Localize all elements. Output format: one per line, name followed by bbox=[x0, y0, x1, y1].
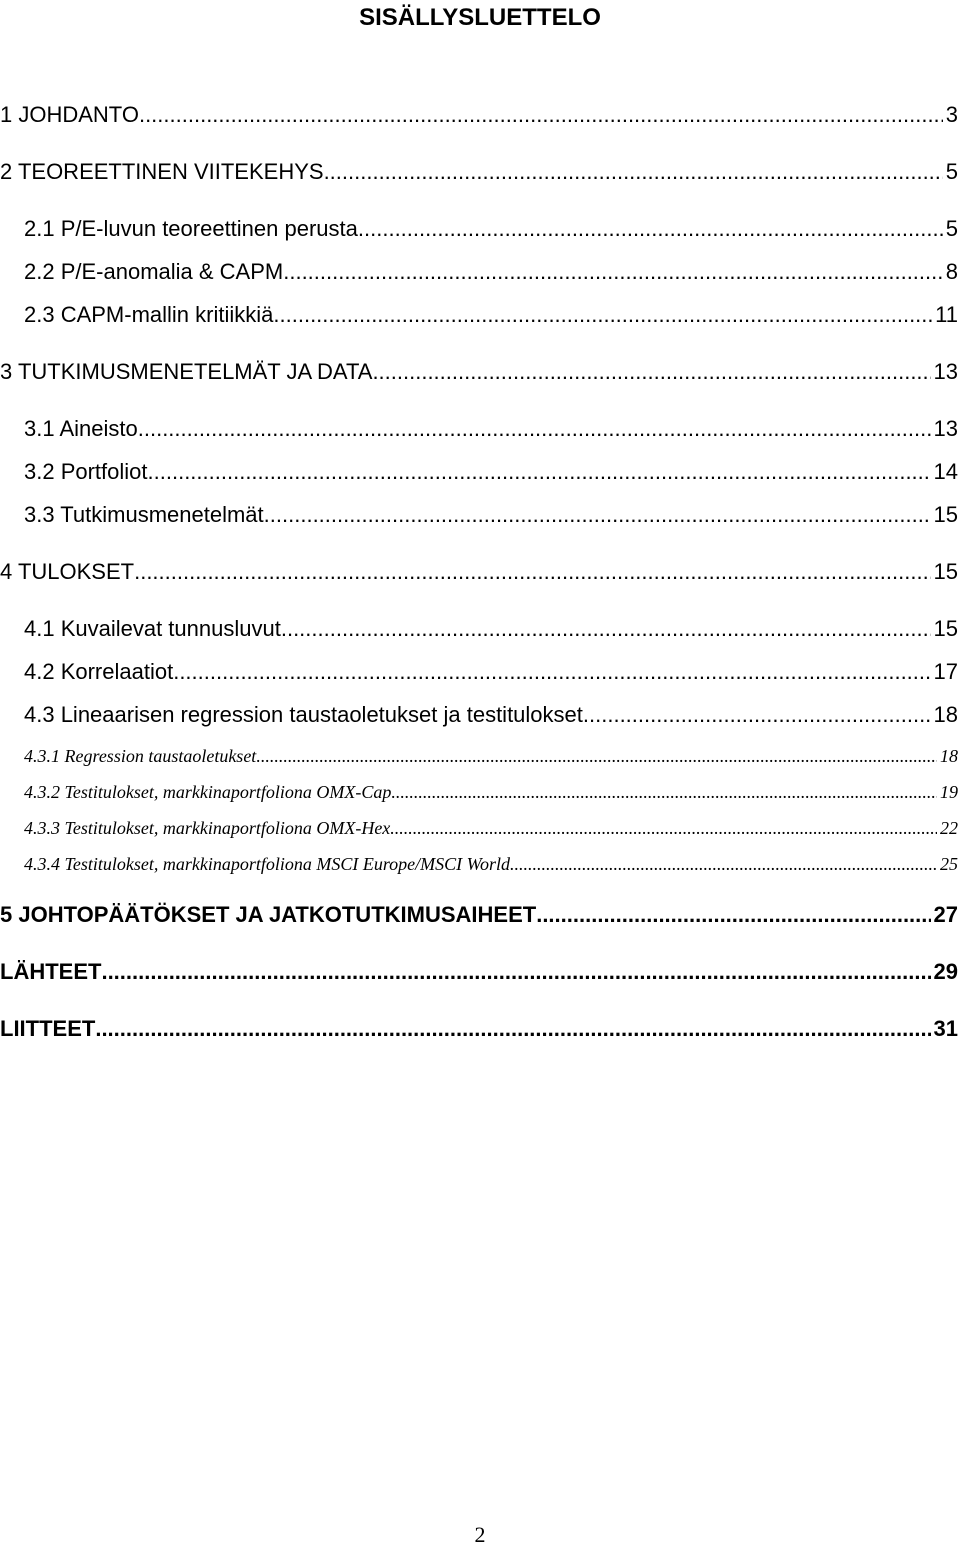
toc-entry-page: 14 bbox=[933, 459, 958, 484]
toc-leader-dots bbox=[256, 746, 937, 767]
toc-entry-johdanto[interactable] bbox=[0, 98, 958, 128]
toc-leader-dots bbox=[273, 302, 932, 328]
toc-entry-label: 4.3 Lineaarisen regression taustaoletukset ja testitulokset bbox=[24, 702, 583, 727]
toc-leader-dots bbox=[283, 259, 943, 285]
toc-entry-page: 13 bbox=[933, 416, 958, 441]
toc-entry-liitteet[interactable] bbox=[0, 1012, 958, 1042]
toc-entry-label: 3 TUTKIMUSMENETELMÄT JA DATA bbox=[0, 359, 373, 384]
page-title: SISÄLLYSLUETTELO bbox=[359, 4, 601, 31]
toc-entry-johtopaatokset[interactable] bbox=[0, 898, 958, 928]
toc-entry-page: 18 bbox=[933, 702, 958, 727]
toc-entry-label: 3.1 Aineisto bbox=[24, 416, 138, 441]
toc-entry-2-3[interactable] bbox=[24, 298, 958, 328]
toc-entry-page: 22 bbox=[940, 818, 958, 838]
toc-leader-dots bbox=[101, 959, 930, 985]
toc-entry-3-2[interactable] bbox=[24, 455, 958, 485]
toc-entry-page: 31 bbox=[933, 1016, 958, 1041]
toc-entry-4-3-1[interactable] bbox=[24, 741, 958, 767]
toc-entry-label: LIITTEET bbox=[0, 1016, 96, 1041]
toc-leader-dots bbox=[148, 459, 931, 485]
toc-leader-dots bbox=[95, 1016, 930, 1042]
toc-entry-3-1[interactable] bbox=[24, 412, 958, 442]
toc-entry-page: 27 bbox=[933, 902, 958, 927]
toc-leader-dots bbox=[510, 854, 937, 875]
toc-entry-page: 5 bbox=[945, 216, 958, 241]
toc-leader-dots bbox=[391, 782, 937, 803]
toc-entry-page: 17 bbox=[933, 659, 958, 684]
toc-entry-teoreettinen-viitekehys[interactable] bbox=[0, 155, 958, 185]
toc-entry-4-3-2[interactable] bbox=[24, 777, 958, 803]
toc-entry-2-1[interactable] bbox=[24, 212, 958, 242]
toc-leader-dots bbox=[139, 102, 943, 128]
toc-entry-page: 15 bbox=[933, 616, 958, 641]
toc-entry-page: 5 bbox=[945, 159, 958, 184]
toc-entry-label: 2.2 P/E-anomalia & CAPM bbox=[24, 259, 284, 284]
toc-entry-label: 2.1 P/E-luvun teoreettinen perusta bbox=[24, 216, 358, 241]
toc-entry-label: 5 JOHTOPÄÄTÖKSET JA JATKOTUTKIMUSAIHEET bbox=[0, 902, 537, 927]
toc-leader-dots bbox=[583, 702, 931, 728]
toc-entry-page: 18 bbox=[940, 746, 958, 766]
toc-entry-4-2[interactable] bbox=[24, 655, 958, 685]
toc-leader-dots bbox=[264, 502, 931, 528]
toc-leader-dots bbox=[390, 818, 937, 839]
toc-entry-4-3[interactable] bbox=[24, 698, 958, 728]
page-number: 2 bbox=[474, 1522, 486, 1547]
toc-leader-dots bbox=[281, 616, 931, 642]
toc-leader-dots bbox=[324, 159, 943, 185]
toc-entry-label: LÄHTEET bbox=[0, 959, 102, 984]
toc-entry-4-3-3[interactable] bbox=[24, 813, 958, 839]
toc-entry-label: 2 TEOREETTINEN VIITEKEHYS bbox=[0, 159, 324, 184]
toc-entry-label: 4.3.2 Testitulokset, markkinaportfoliona OMX-Cap bbox=[24, 782, 392, 802]
toc-entry-label: 2.3 CAPM-mallin kritiikkiä bbox=[24, 302, 274, 327]
toc-entry-lahteet[interactable] bbox=[0, 955, 958, 985]
toc-entry-page: 11 bbox=[935, 302, 958, 327]
toc-entry-label: 4.3.1 Regression taustaoletukset bbox=[24, 746, 257, 766]
toc-entry-3-3[interactable] bbox=[24, 498, 958, 528]
toc-entry-page: 15 bbox=[933, 502, 958, 527]
toc-entry-label: 3.3 Tutkimusmenetelmät bbox=[24, 502, 264, 527]
toc-entry-4-3-4[interactable] bbox=[24, 849, 958, 875]
toc-entry-tulokset[interactable] bbox=[0, 555, 958, 585]
toc-entry-label: 3.2 Portfoliot bbox=[24, 459, 148, 484]
toc-leader-dots bbox=[358, 216, 943, 242]
toc-entry-label: 4.1 Kuvailevat tunnusluvut bbox=[24, 616, 281, 641]
toc-leader-dots bbox=[372, 359, 930, 385]
toc-entry-label: 4.3.3 Testitulokset, markkinaportfoliona OMX-Hex bbox=[24, 818, 391, 838]
toc-leader-dots bbox=[134, 559, 930, 585]
toc-entry-page: 3 bbox=[945, 102, 958, 127]
toc-entry-label: 1 JOHDANTO bbox=[0, 102, 139, 127]
toc-entry-2-2[interactable] bbox=[24, 255, 958, 285]
toc-entry-4-1[interactable] bbox=[24, 612, 958, 642]
toc-entry-tutkimusmenetelmat-ja-data[interactable] bbox=[0, 355, 958, 385]
toc-entry-page: 15 bbox=[933, 559, 958, 584]
toc-entry-label: 4.3.4 Testitulokset, markkinaportfoliona MSCI Europe/MSCI World bbox=[24, 854, 510, 874]
toc-entry-page: 13 bbox=[933, 359, 958, 384]
toc-leader-dots bbox=[138, 416, 931, 442]
toc-entry-page: 19 bbox=[940, 782, 958, 802]
toc-entry-label: 4.2 Korrelaatiot bbox=[24, 659, 174, 684]
toc-entry-label: 4 TULOKSET bbox=[0, 559, 135, 584]
toc-entry-page: 25 bbox=[940, 854, 958, 874]
toc-leader-dots bbox=[536, 902, 930, 928]
toc-entry-page: 29 bbox=[933, 959, 958, 984]
toc-entry-page: 8 bbox=[945, 259, 958, 284]
toc-leader-dots bbox=[173, 659, 930, 685]
